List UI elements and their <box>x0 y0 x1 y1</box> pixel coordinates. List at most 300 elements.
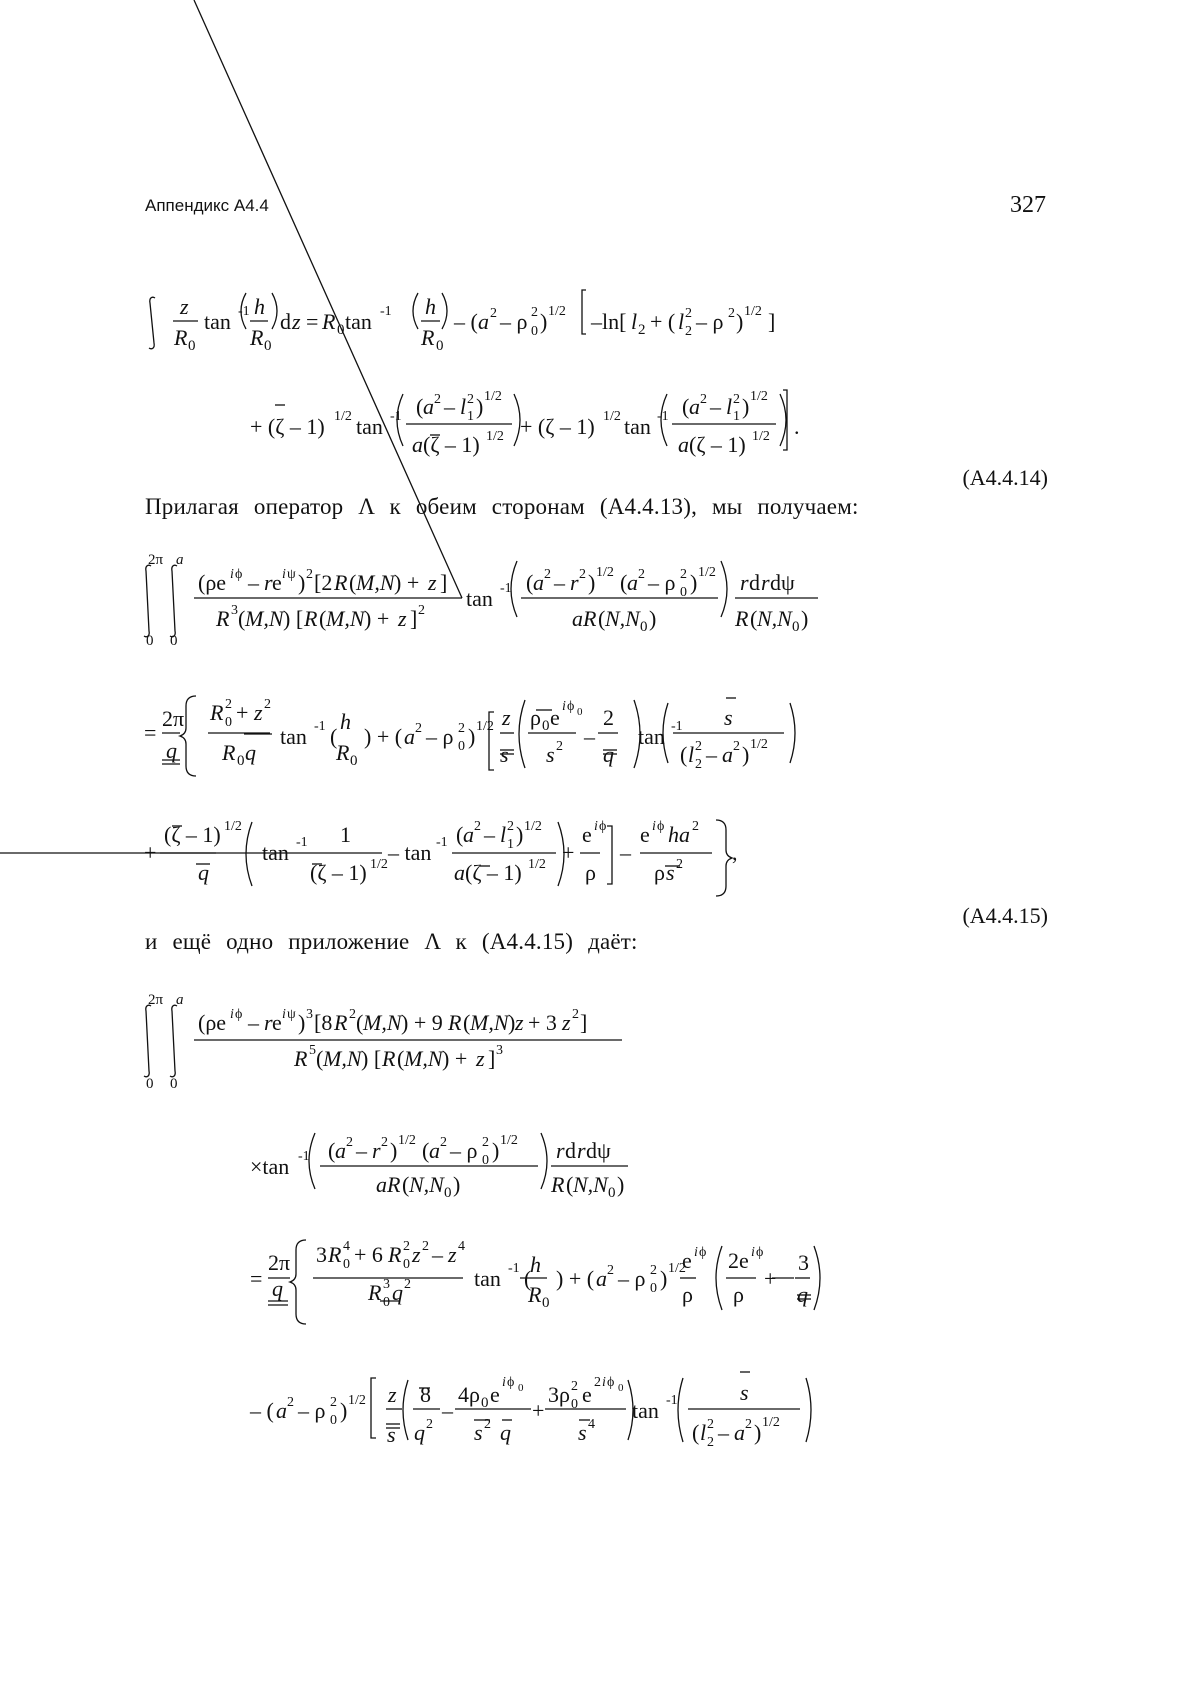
svg-text:(: ( <box>692 1420 700 1445</box>
svg-text:0: 0 <box>542 1295 550 1311</box>
svg-text:) +: ) + <box>364 606 390 631</box>
svg-text:3: 3 <box>496 1043 503 1058</box>
svg-text:1/2: 1/2 <box>370 857 388 872</box>
svg-text:(: ( <box>620 570 628 595</box>
svg-text:–: – <box>484 822 495 847</box>
svg-text:2: 2 <box>579 567 586 582</box>
svg-text:.: . <box>794 414 800 439</box>
svg-text:– (: – ( <box>454 309 478 334</box>
svg-text:2: 2 <box>594 1375 601 1390</box>
svg-text:2: 2 <box>330 1395 337 1410</box>
svg-text:(: ( <box>598 606 606 631</box>
eq14-l1-text <box>173 294 775 354</box>
svg-text:): ) <box>516 822 524 847</box>
svg-text:1/2: 1/2 <box>548 304 566 319</box>
svg-text:–: – <box>432 1242 443 1267</box>
svg-text:z: z <box>562 1010 571 1035</box>
eq16-lhs-text <box>146 992 587 1092</box>
svg-text:r: r <box>570 570 579 595</box>
svg-text:): ) <box>742 394 750 419</box>
svg-text:) [: ) [ <box>283 606 304 631</box>
svg-text:ρ: ρ <box>733 1282 744 1307</box>
svg-text:0: 0 <box>577 706 583 718</box>
svg-text:): ) <box>660 1266 668 1291</box>
svg-text:2: 2 <box>458 721 465 736</box>
svg-text:R: R <box>294 1046 308 1071</box>
svg-text:): ) <box>540 309 548 334</box>
svg-text:h: h <box>530 1252 541 1277</box>
svg-text:1/2: 1/2 <box>750 389 768 404</box>
svg-text:2: 2 <box>544 567 551 582</box>
svg-text:d: d <box>565 1138 576 1163</box>
svg-text:– ρ: – ρ <box>648 570 676 595</box>
svg-text:r: r <box>264 570 273 595</box>
svg-text:– ρ: – ρ <box>298 1398 326 1423</box>
svg-text:–: – <box>584 724 595 749</box>
svg-text:): ) <box>690 570 698 595</box>
svg-text:i: i <box>594 819 598 834</box>
svg-text:R: R <box>448 1010 462 1035</box>
svg-text:+: + <box>144 840 157 865</box>
svg-text:): ) <box>340 1398 348 1423</box>
svg-text:0: 0 <box>680 585 687 600</box>
svg-text:M,N: M,N <box>356 570 395 595</box>
svg-text:+ (ζ – 1): + (ζ – 1) <box>250 414 325 439</box>
svg-text:2: 2 <box>531 305 538 320</box>
svg-text:+ (: + ( <box>650 309 676 334</box>
svg-text:r: r <box>740 570 749 595</box>
svg-text:(ζ – 1): (ζ – 1) <box>465 860 522 885</box>
svg-text:r: r <box>556 1138 565 1163</box>
svg-text:(: ( <box>566 1172 574 1197</box>
svg-text:0: 0 <box>542 718 550 734</box>
svg-text:q: q <box>166 738 177 763</box>
svg-text:2: 2 <box>349 1007 356 1022</box>
svg-text:): ) <box>508 1010 516 1035</box>
svg-text:z: z <box>428 570 437 595</box>
svg-text:2: 2 <box>467 392 474 407</box>
svg-text:a: a <box>627 570 638 595</box>
svg-text:(: ( <box>319 606 327 631</box>
svg-text:s: s <box>724 705 733 730</box>
svg-text:0: 0 <box>436 338 444 354</box>
svg-text:2π: 2π <box>148 552 164 568</box>
svg-text:R: R <box>304 606 318 631</box>
svg-text:(: ( <box>238 606 246 631</box>
svg-text:1/2: 1/2 <box>762 1415 780 1430</box>
svg-text:–: – <box>710 394 721 419</box>
svg-text:l: l <box>726 394 733 419</box>
page-number: 327 <box>1010 192 1046 218</box>
svg-text:): ) <box>468 724 476 749</box>
svg-text:R: R <box>551 1172 565 1197</box>
svg-text:+ 3: + 3 <box>528 1010 557 1035</box>
svg-text:-1: -1 <box>238 304 250 319</box>
svg-text:dψ: dψ <box>770 570 795 595</box>
svg-text:(: ( <box>524 1266 532 1291</box>
svg-text:2: 2 <box>381 1135 388 1150</box>
svg-text:l: l <box>631 309 638 334</box>
svg-text:– tan: – tan <box>388 840 432 865</box>
svg-text:e: e <box>640 822 650 847</box>
svg-text:tan: tan <box>262 840 289 865</box>
svg-text:3: 3 <box>231 603 238 618</box>
svg-text:s: s <box>500 742 509 767</box>
svg-text:q: q <box>392 1280 403 1305</box>
svg-text:i: i <box>502 1375 506 1390</box>
svg-text:N,N: N,N <box>409 1172 444 1197</box>
svg-text:0: 0 <box>170 1076 178 1092</box>
svg-text:2: 2 <box>692 819 699 834</box>
svg-text:q: q <box>603 742 614 767</box>
svg-text:+: + <box>236 700 249 725</box>
svg-text:(: ( <box>422 1138 430 1163</box>
svg-text:–: – <box>442 1398 453 1423</box>
svg-text:1/2: 1/2 <box>698 565 716 580</box>
svg-text:e: e <box>582 822 592 847</box>
svg-text:M,N: M,N <box>470 1010 509 1035</box>
svg-text:– (: – ( <box>250 1398 274 1423</box>
svg-text:R: R <box>328 1242 342 1267</box>
svg-text:2: 2 <box>607 1263 614 1278</box>
svg-text:+: + <box>562 840 575 865</box>
svg-text:R: R <box>210 700 224 725</box>
svg-text:1/2: 1/2 <box>484 389 502 404</box>
svg-text:–: – <box>706 742 717 767</box>
svg-text:a: a <box>478 309 489 334</box>
svg-text:) + (: ) + ( <box>364 724 403 749</box>
svg-text:R: R <box>334 570 348 595</box>
svg-text:0: 0 <box>481 1395 489 1411</box>
svg-text:2: 2 <box>422 1239 429 1254</box>
svg-text:d: d <box>280 309 291 334</box>
svg-text:0: 0 <box>237 753 245 769</box>
svg-text:i: i <box>282 567 286 582</box>
svg-text:a: a <box>404 724 415 749</box>
svg-text:0: 0 <box>330 1413 337 1428</box>
svg-text:2: 2 <box>346 1135 353 1150</box>
svg-text:2: 2 <box>225 697 232 712</box>
svg-text:z: z <box>254 700 263 725</box>
svg-text:i: i <box>694 1245 698 1260</box>
svg-text:q: q <box>272 1276 283 1301</box>
svg-text:1/2: 1/2 <box>744 304 762 319</box>
svg-text:ϕ: ϕ <box>235 1007 243 1022</box>
svg-text:(: ( <box>682 394 690 419</box>
svg-text:h: h <box>340 709 351 734</box>
svg-text:i: i <box>282 1007 286 1022</box>
svg-text:2: 2 <box>415 721 422 736</box>
svg-text:+ (ζ – 1): + (ζ – 1) <box>520 414 595 439</box>
svg-text:): ) <box>453 1172 461 1197</box>
svg-text:0: 0 <box>403 1257 410 1272</box>
svg-text:0: 0 <box>337 322 345 338</box>
svg-text:-1: -1 <box>314 719 326 734</box>
svg-text:tan: tan <box>632 1398 659 1423</box>
svg-text:1/2: 1/2 <box>486 429 504 444</box>
svg-text:]: ] <box>410 606 418 631</box>
svg-text:i: i <box>751 1245 755 1260</box>
svg-text:ψ: ψ <box>287 1007 296 1022</box>
svg-text:ρ: ρ <box>530 705 541 730</box>
svg-text:–: – <box>554 570 565 595</box>
svg-text:1/2: 1/2 <box>750 737 768 752</box>
svg-text:1: 1 <box>467 409 474 424</box>
svg-text:M,N: M,N <box>404 1046 443 1071</box>
svg-text:4: 4 <box>458 1239 465 1254</box>
svg-text:s: s <box>740 1380 749 1405</box>
svg-text:i: i <box>562 699 566 714</box>
svg-text:ϕ: ϕ <box>567 699 575 714</box>
svg-text:M,N: M,N <box>323 1046 362 1071</box>
svg-text:N,N: N,N <box>757 606 792 631</box>
svg-text:-1: -1 <box>296 835 308 850</box>
svg-text:): ) <box>736 309 744 334</box>
svg-text:e: e <box>582 1382 592 1407</box>
svg-text:2: 2 <box>474 819 481 834</box>
svg-text:): ) <box>476 394 484 419</box>
svg-text:q: q <box>797 1282 808 1307</box>
svg-text:]: ] <box>440 570 448 595</box>
svg-text:s: s <box>666 860 675 885</box>
svg-text:2: 2 <box>707 1417 714 1432</box>
svg-text:]: ] <box>768 309 776 334</box>
svg-text:s: s <box>474 1420 483 1445</box>
svg-text:–: – <box>248 1010 259 1035</box>
svg-text:R: R <box>216 606 230 631</box>
eq14-l2-text <box>250 389 800 457</box>
svg-text:z: z <box>515 1010 524 1035</box>
svg-text:2: 2 <box>707 1435 714 1450</box>
svg-text:2: 2 <box>603 705 614 730</box>
svg-text:+: + <box>532 1398 545 1423</box>
svg-text:2: 2 <box>638 322 646 338</box>
svg-text:(: ( <box>330 724 338 749</box>
svg-text:z: z <box>180 294 189 319</box>
svg-text:z: z <box>398 606 407 631</box>
svg-text:aR: aR <box>376 1172 401 1197</box>
svg-text:–: – <box>718 1420 729 1445</box>
svg-text:(: ( <box>750 606 758 631</box>
svg-text:(ρe: (ρe <box>198 570 227 595</box>
svg-text:h: h <box>425 294 436 319</box>
svg-text:): ) <box>649 606 657 631</box>
svg-text:– ρ: – ρ <box>500 309 528 334</box>
svg-text:aR: aR <box>572 606 597 631</box>
svg-text:tan: tan <box>280 724 307 749</box>
svg-text:N,N: N,N <box>573 1172 608 1197</box>
svg-text:]: ] <box>580 1010 588 1035</box>
svg-text:]: ] <box>488 1046 496 1071</box>
svg-text:1/2: 1/2 <box>224 819 242 834</box>
svg-text:q: q <box>245 740 256 765</box>
svg-text:0: 0 <box>640 619 648 635</box>
svg-text:0: 0 <box>571 1397 578 1412</box>
svg-text:e: e <box>490 1382 500 1407</box>
svg-text:2: 2 <box>484 1417 491 1432</box>
svg-text:a: a <box>454 860 465 885</box>
svg-text:2: 2 <box>685 306 692 321</box>
svg-text:s: s <box>546 742 555 767</box>
svg-text:tan: tan <box>356 414 383 439</box>
svg-text:0: 0 <box>444 1185 452 1201</box>
svg-text:-1: -1 <box>657 409 669 424</box>
svg-text:1/2: 1/2 <box>528 857 546 872</box>
svg-text:): ) <box>298 1010 306 1035</box>
svg-text:l: l <box>688 742 695 767</box>
svg-text:R: R <box>528 1282 542 1307</box>
svg-text:a: a <box>276 1398 287 1423</box>
svg-text:2: 2 <box>306 567 313 582</box>
svg-text:r: r <box>264 1010 273 1035</box>
svg-text:r: r <box>761 570 770 595</box>
svg-text:1/2: 1/2 <box>596 565 614 580</box>
svg-text:ϕ: ϕ <box>235 567 243 582</box>
svg-text:0: 0 <box>482 1153 489 1168</box>
svg-text:e: e <box>682 1248 692 1273</box>
svg-text:=: = <box>250 1266 263 1291</box>
svg-text:– ρ: – ρ <box>450 1138 478 1163</box>
eq16-l4-text <box>249 1375 780 1450</box>
svg-text:): ) <box>742 742 750 767</box>
svg-text:R: R <box>322 309 336 334</box>
svg-text:d: d <box>749 570 760 595</box>
svg-text:2: 2 <box>434 392 441 407</box>
svg-text:2: 2 <box>745 1417 752 1432</box>
svg-text:8: 8 <box>420 1382 431 1407</box>
svg-text:-1: -1 <box>508 1261 520 1276</box>
svg-text:ρ: ρ <box>682 1282 693 1307</box>
svg-text:i: i <box>652 819 656 834</box>
svg-text:3: 3 <box>383 1277 390 1292</box>
svg-text:2: 2 <box>490 306 497 321</box>
eq15-rhs2-text <box>144 819 738 885</box>
svg-text:ϕ: ϕ <box>657 819 665 834</box>
svg-text:0: 0 <box>618 1382 624 1394</box>
svg-text:ϕ: ϕ <box>607 1375 615 1390</box>
svg-text:r: r <box>372 1138 381 1163</box>
svg-text:0: 0 <box>531 324 538 339</box>
svg-text:R: R <box>735 606 749 631</box>
svg-text:1/2: 1/2 <box>500 1133 518 1148</box>
svg-text:): ) <box>390 1138 398 1163</box>
svg-text:) +: ) + <box>442 1046 468 1071</box>
svg-text:(: ( <box>328 1138 336 1163</box>
svg-text:a: a <box>335 1138 346 1163</box>
svg-text:2: 2 <box>426 1417 433 1432</box>
svg-text:0: 0 <box>792 619 800 635</box>
svg-text:(: ( <box>680 742 688 767</box>
eq16-l2-text <box>250 1133 624 1201</box>
svg-text:-1: -1 <box>666 1393 678 1408</box>
svg-text:2: 2 <box>733 739 740 754</box>
svg-text:z: z <box>388 1382 397 1407</box>
svg-text:z: z <box>292 309 301 334</box>
svg-text:N,N: N,N <box>605 606 640 631</box>
svg-text:e: e <box>272 1010 282 1035</box>
paragraph-operator-applied: Прилагая оператор Λ к обеим сторонам (A4.4.13), мы получаем: <box>145 494 859 519</box>
eq16-l3-text <box>250 1239 809 1311</box>
svg-text:a: a <box>463 822 474 847</box>
svg-text:(ζ – 1): (ζ – 1) <box>310 860 367 885</box>
svg-text:(: ( <box>526 570 534 595</box>
svg-text:2: 2 <box>572 1007 579 1022</box>
svg-text:a: a <box>176 552 184 568</box>
svg-text:R: R <box>174 325 188 350</box>
svg-text:a: a <box>533 570 544 595</box>
svg-text:2: 2 <box>680 567 687 582</box>
svg-text:0: 0 <box>264 338 272 354</box>
svg-text:tan: tan <box>466 586 493 611</box>
svg-text:–: – <box>444 394 455 419</box>
svg-text:2: 2 <box>638 567 645 582</box>
svg-text:– ρ: – ρ <box>426 724 454 749</box>
svg-text:ha: ha <box>668 822 690 847</box>
svg-text:2: 2 <box>264 697 271 712</box>
eq15-lhs-text <box>146 552 808 649</box>
svg-text:2: 2 <box>556 739 563 754</box>
svg-text:=: = <box>306 309 319 334</box>
paragraph-second-application: и ещё одно приложение Λ к (A4.4.15) даёт: <box>145 929 638 954</box>
svg-text:1/2: 1/2 <box>398 1133 416 1148</box>
running-title: Аппендикс A4.4 <box>145 196 269 215</box>
svg-text:tan: tan <box>204 309 231 334</box>
svg-text:) + (: ) + ( <box>556 1266 595 1291</box>
svg-text:R: R <box>222 740 236 765</box>
svg-text:– ρ: – ρ <box>618 1266 646 1291</box>
svg-text:) + 9: ) + 9 <box>401 1010 443 1035</box>
svg-text:2: 2 <box>685 324 692 339</box>
svg-text:3: 3 <box>306 1007 313 1022</box>
svg-text:2: 2 <box>733 392 740 407</box>
svg-text:ρ: ρ <box>654 860 665 885</box>
svg-text:[2: [2 <box>314 570 333 595</box>
svg-text:2e: 2e <box>728 1248 749 1273</box>
svg-text:tan: tan <box>624 414 651 439</box>
svg-text:0: 0 <box>225 715 232 730</box>
svg-text:) +: ) + <box>394 570 420 595</box>
svg-text:M,N: M,N <box>326 606 365 631</box>
svg-text:-1: -1 <box>500 581 512 596</box>
svg-text:2: 2 <box>403 1239 410 1254</box>
svg-text:): ) <box>298 570 306 595</box>
svg-text:l: l <box>460 394 467 419</box>
svg-text:ρ: ρ <box>585 860 596 885</box>
svg-text:0: 0 <box>608 1185 616 1201</box>
svg-text:0: 0 <box>146 633 154 649</box>
svg-text:2: 2 <box>507 819 514 834</box>
svg-text:l: l <box>700 1420 707 1445</box>
svg-text:2: 2 <box>440 1135 447 1150</box>
svg-text:tan: tan <box>474 1266 501 1291</box>
svg-text:=: = <box>144 720 157 745</box>
svg-text:1/2: 1/2 <box>476 719 494 734</box>
svg-text:ϕ: ϕ <box>599 819 607 834</box>
svg-text:(: ( <box>402 1172 410 1197</box>
svg-text:) [: ) [ <box>361 1046 382 1071</box>
svg-text:(ζ – 1): (ζ – 1) <box>164 822 221 847</box>
svg-text:l: l <box>500 822 507 847</box>
svg-text:s: s <box>387 1422 396 1447</box>
svg-text:R: R <box>388 1242 402 1267</box>
equation-number-14: (A4.4.14) <box>962 465 1048 490</box>
svg-text:-1: -1 <box>298 1149 310 1164</box>
svg-text:(ρe: (ρe <box>198 1010 227 1035</box>
svg-text:q: q <box>414 1420 425 1445</box>
svg-text:–ln[: –ln[ <box>591 309 627 334</box>
svg-text:-1: -1 <box>380 304 392 319</box>
svg-text:ϕ: ϕ <box>756 1245 764 1260</box>
